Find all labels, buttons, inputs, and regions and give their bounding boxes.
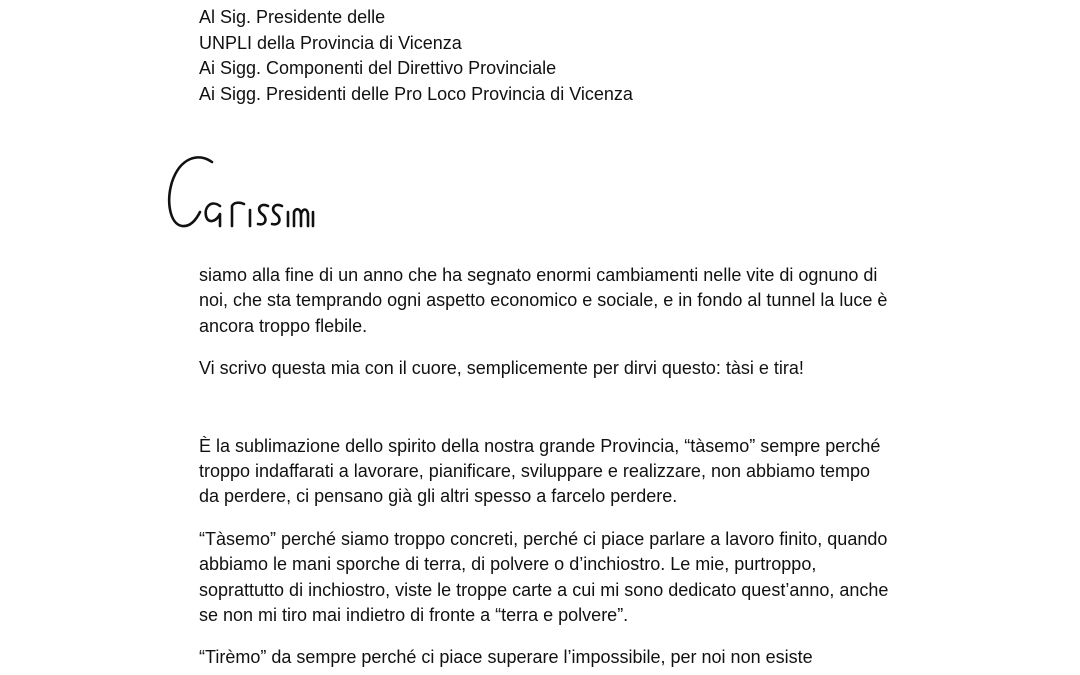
- addressee-line-3: Ai Sigg. Componenti del Direttivo Provinciale: [199, 58, 557, 79]
- handwritten-salutation-graphic: [160, 148, 320, 238]
- body-paragraph-4: “Tàsemo” perché siamo troppo concreti, perché ci piace parlare a lavoro finito, quando abbiamo le mani sporche di terra, di polvere o d’inchiostro. Le mie, purtroppo, soprattutto di inchiostro, viste le troppe carte a cui mi sono dedicato quest’anno, anche se non mi tiro mai indietro di fronte a “terra e polvere”.: [199, 528, 889, 626]
- addressee-line-2: UNPLI della Provincia di Vicenza: [199, 32, 462, 53]
- body-paragraph-5: “Tirèmo” da sempre perché ci piace superare l’impossibile, per noi non esiste: [199, 647, 813, 668]
- addressee-block: [199, 5, 899, 107]
- body-paragraph-2: Vi scrivo questa mia con il cuore, semplicemente per dirvi questo: tàsi e tira!: [199, 358, 804, 379]
- addressee-line-1: Al Sig. Presidente delle: [199, 7, 386, 27]
- body-paragraph-3: È la sublimazione dello spirito della nostra grande Provincia, “tàsemo” sempre perché troppo indaffarati a lavorare, pianificare, sviluppare e realizzare, non abbiamo tempo da perdere, ci pensano già gli altri spesso a farcelo perdere.: [199, 435, 881, 507]
- handwritten-salutation: [160, 148, 320, 238]
- addressee-line-4: Ai Sigg. Presidenti delle Pro Loco Provincia di Vicenza: [199, 83, 633, 104]
- body-paragraph-1: siamo alla fine di un anno che ha segnato enormi cambiamenti nelle vite di ognuno di noi, che sta temprando ogni aspetto economico e sociale, e in fondo al tunnel la luce è ancora troppo flebile.: [199, 265, 888, 336]
- letter-body: [199, 263, 889, 675]
